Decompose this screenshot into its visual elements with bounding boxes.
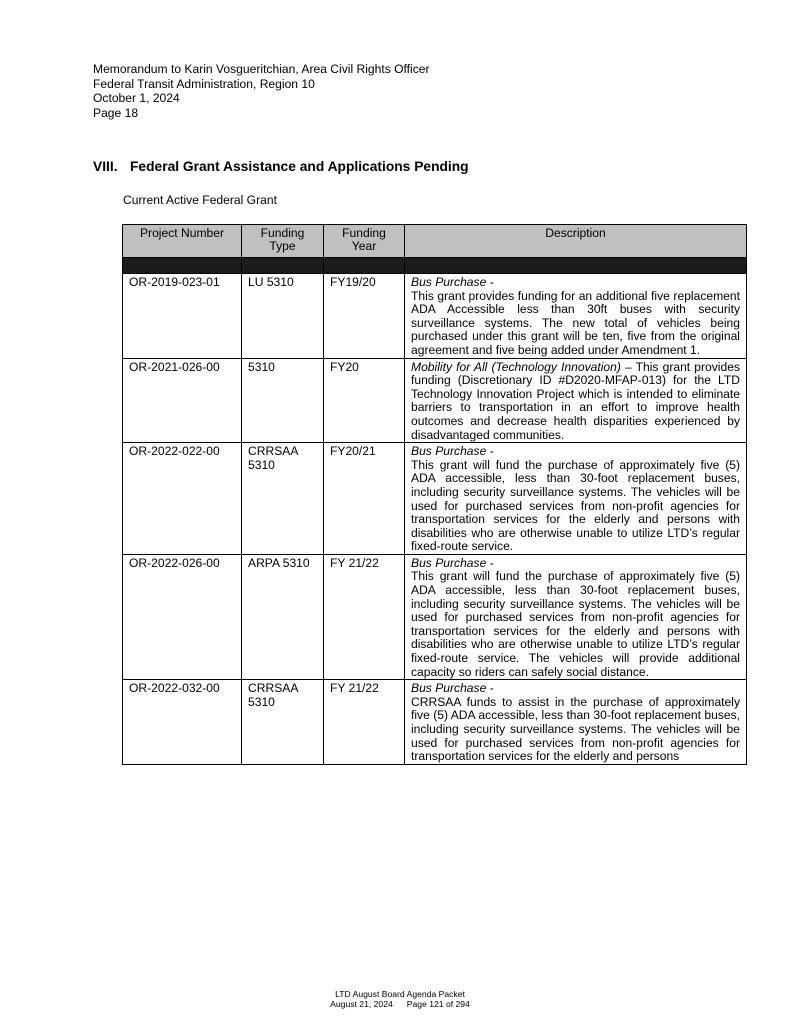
funding-type-cell: 5310: [242, 358, 324, 443]
project-number-cell: OR-2022-022-00: [123, 443, 242, 555]
description-body: – This grant provides funding (Discretionary ID #D2020-MFAP-013) for the LTD Technology Innovation Project which is intended to eliminate barriers to transportation in an effort to improve health outcomes and decrease health disparities experienced by disadvantaged communities.: [411, 359, 740, 442]
header-separator-band: [123, 258, 747, 274]
funding-year-cell: FY19/20: [324, 274, 405, 359]
memo-page-number: Page 18: [93, 105, 139, 120]
footer-date: August 21, 2024: [330, 999, 393, 1010]
page-footer: [0, 989, 800, 1010]
funding-type-cell: ARPA 5310: [242, 554, 324, 679]
funding-type-cell: CRRSAA 5310: [242, 680, 324, 765]
description-body: This grant provides funding for an additional five replacement ADA Accessible less than 30ft buses with security surveillance systems. The new total of vehicles being purchased under this grant will be ten, five from the original agreement and five being added under Amendment 1.: [411, 288, 740, 357]
description-body: This grant will fund the purchase of approximately five (5) ADA accessible, less than 30-foot replacement buses, including security surveillance systems. The vehicles will be used for purchased services from non-profit agencies for transportation services for the elderly and persons with disabilities who are otherwise unable to utilize LTD’s regular fixed-route service. The vehicles will provide additional capacity so riders can safely social distance.: [411, 569, 740, 679]
project-number-cell: OR-2022-032-00: [123, 680, 242, 765]
column-header-funding-year: Funding Year: [324, 225, 405, 258]
funding-year-cell: FY 21/22: [324, 680, 405, 765]
description-title: Bus Purchase -: [411, 275, 494, 289]
federal-grants-table: [122, 224, 747, 765]
section-title: Federal Grant Assistance and Applications Pending: [130, 159, 469, 174]
description-cell: [405, 680, 747, 765]
description-cell: [405, 443, 747, 555]
funding-type-cell: LU 5310: [242, 274, 324, 359]
description-cell: [405, 274, 747, 359]
funding-year-cell: FY20/21: [324, 443, 405, 555]
funding-year-cell: FY 21/22: [324, 554, 405, 679]
memo-date: October 1, 2024: [93, 91, 180, 106]
table-row: [123, 554, 747, 679]
project-number-cell: OR-2022-026-00: [123, 554, 242, 679]
section-number: VIII.: [93, 159, 118, 174]
project-number-cell: OR-2019-023-01: [123, 274, 242, 359]
memo-header: [93, 62, 430, 120]
footer-date-page: [0, 999, 800, 1009]
column-header-project-number: Project Number: [123, 225, 242, 258]
description-title: Bus Purchase -: [411, 681, 494, 696]
description-cell: [405, 358, 747, 443]
column-header-funding-type: Funding Type: [242, 225, 324, 258]
description-body: CRRSAA funds to assist in the purchase of approximately five (5) ADA accessible, less than 30-foot replacement buses, including security surveillance systems. The vehicles will be used for purchased services from non-profit agencies for transportation services for the elderly and persons: [411, 694, 740, 764]
column-header-description: Description: [405, 225, 747, 258]
memo-organization: Federal Transit Administration, Region 10: [93, 76, 315, 91]
table-row: [123, 680, 747, 765]
table-row: [123, 358, 747, 443]
table-row: [123, 274, 747, 359]
project-number-cell: OR-2021-026-00: [123, 358, 242, 443]
footer-page-count: Page 121 of 294: [406, 999, 470, 1010]
description-title: Bus Purchase -: [411, 555, 494, 570]
description-lead: Mobility for All (Technology Innovation): [411, 359, 621, 374]
funding-year-cell: FY20: [324, 358, 405, 443]
section-heading: [93, 159, 469, 174]
table-row: [123, 443, 747, 555]
description-body: This grant will fund the purchase of approximately five (5) ADA accessible, less than 30-foot replacement buses, including security surveillance systems. The vehicles will be used for purchased services from non-profit agencies for transportation services for the elderly and persons with disabilities who are otherwise unable to utilize LTD’s regular fixed-route service.: [411, 457, 740, 554]
table-caption: Current Active Federal Grant: [123, 193, 277, 207]
description-title: Bus Purchase -: [411, 444, 494, 459]
description-cell: [405, 554, 747, 679]
funding-type-cell: CRRSAA 5310: [242, 443, 324, 555]
memo-recipient: Memorandum to Karin Vosgueritchian, Area Civil Rights Officer: [93, 62, 430, 76]
table-header-row: [123, 225, 747, 258]
footer-packet-title: LTD August Board Agenda Packet: [335, 989, 465, 999]
